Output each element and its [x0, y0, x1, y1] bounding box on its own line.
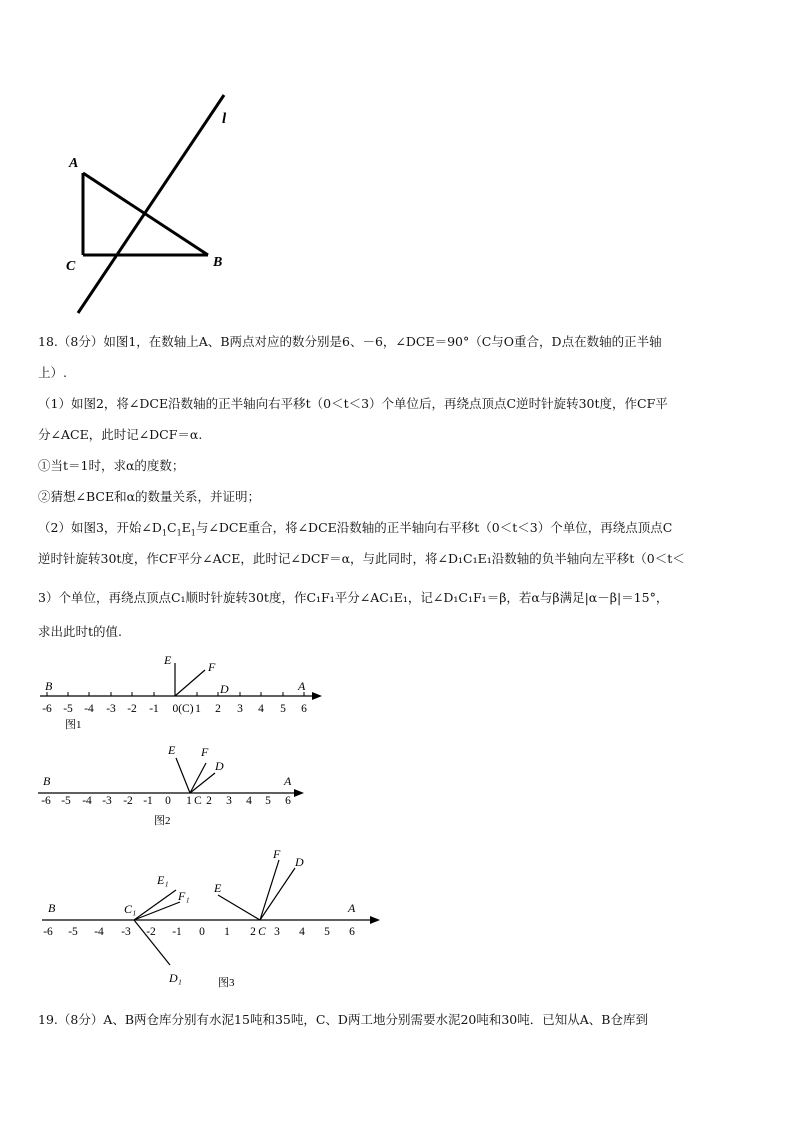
point-b-label: B	[213, 255, 223, 270]
tick-labels	[42, 703, 307, 715]
svg-text:1: 1	[224, 926, 230, 938]
axis-arrow	[312, 692, 322, 700]
point-d1-label: D₁	[169, 971, 182, 985]
svg-text:-2: -2	[146, 926, 156, 938]
svg-text:5: 5	[265, 795, 271, 807]
svg-text:3: 3	[274, 926, 280, 938]
q18-part1: （1）如图2，将∠DCE沿数轴的正半轴向右平移t（0＜t＜3）个单位后，再绕点顶点C逆时针旋转30t度，作CF平	[38, 396, 668, 411]
point-e-label: E	[168, 743, 176, 757]
q18-part2-line2: 逆时针旋转30t度，作CF平分∠ACE，此时记∠DCF＝α，与此同时，将∠D₁C₁E₁沿数轴的负半轴向左平移t（0＜t＜	[38, 551, 685, 566]
svg-text:-2: -2	[127, 703, 137, 715]
svg-text:-3: -3	[106, 703, 116, 715]
point-c1-label: C₁	[124, 902, 137, 916]
point-a-label: A	[298, 679, 306, 693]
svg-text:-1: -1	[172, 926, 182, 938]
svg-text:5: 5	[324, 926, 330, 938]
svg-text:0(C): 0(C)	[172, 703, 194, 715]
svg-text:3: 3	[237, 703, 243, 715]
point-f-label: F	[273, 847, 281, 861]
axis-arrow	[294, 789, 304, 797]
q18-sub1: ①当t＝1时，求α的度数；	[38, 458, 185, 473]
svg-text:-6: -6	[42, 703, 52, 715]
q18-part1-cont: 分∠ACE，此时记∠DCF＝α.	[38, 427, 203, 442]
svg-text:-2: -2	[123, 795, 133, 807]
q18-header: 18.（8分）如图1，在数轴上A、B两点对应的数分别是6、－6，∠DCE＝90°（C与O重合，D点在数轴的正半轴	[38, 334, 662, 349]
svg-text:2: 2	[206, 795, 212, 807]
ray-ce	[176, 758, 190, 793]
svg-text:-3: -3	[102, 795, 112, 807]
line-l	[78, 95, 224, 313]
ray-cd	[190, 773, 215, 793]
ray-c1f1	[134, 902, 180, 920]
svg-text:0: 0	[165, 795, 171, 807]
svg-text:-4: -4	[82, 795, 92, 807]
axis-arrow	[370, 916, 380, 924]
svg-text:-4: -4	[94, 926, 104, 938]
ray-cf	[260, 860, 279, 920]
svg-text:4: 4	[299, 926, 305, 938]
svg-text:1: 1	[186, 795, 192, 807]
point-c-label: C	[66, 259, 76, 274]
ray-c1e1	[134, 890, 176, 920]
number-line-figure-2	[0, 738, 340, 830]
q18-part2-line4: 求出此时t的值.	[38, 624, 122, 639]
figure-caption: 图3	[218, 977, 235, 989]
point-b-label: B	[43, 774, 51, 788]
svg-text:4: 4	[258, 703, 264, 715]
point-b-label: B	[48, 901, 56, 915]
point-f-label: F	[201, 745, 209, 759]
point-a-label: A	[348, 901, 356, 915]
svg-text:2: 2	[250, 926, 256, 938]
point-f-label: F	[208, 660, 216, 674]
svg-text:3: 3	[226, 795, 232, 807]
svg-text:C: C	[258, 926, 266, 938]
svg-text:-5: -5	[61, 795, 71, 807]
ray-cd	[260, 868, 295, 920]
ray-cf	[190, 763, 206, 793]
svg-text:5: 5	[280, 703, 286, 715]
svg-text:-5: -5	[68, 926, 78, 938]
q18-sub2: ②猜想∠BCE和α的数量关系，并证明；	[38, 489, 261, 504]
tick-labels	[43, 926, 355, 938]
svg-text:-5: -5	[63, 703, 73, 715]
svg-text:-4: -4	[84, 703, 94, 715]
figure-caption: 图1	[65, 719, 82, 731]
point-e-label: E	[214, 881, 222, 895]
svg-text:6: 6	[349, 926, 355, 938]
q18-part2-line3: 3）个单位，再绕点顶点C₁顺时针旋转30t度，作C₁F₁平分∠AC₁E₁，记∠D₁C₁F₁＝β，若α与β满足|α－β|＝15°，	[38, 590, 669, 605]
point-d-label: D	[220, 682, 229, 696]
svg-text:0: 0	[199, 926, 205, 938]
triangle-figure	[0, 0, 794, 330]
svg-text:1: 1	[195, 703, 201, 715]
q18-header-cont: 上）.	[38, 365, 67, 380]
svg-text:4: 4	[246, 795, 252, 807]
svg-text:-1: -1	[149, 703, 159, 715]
ray-cf	[175, 670, 205, 696]
point-b-label: B	[45, 679, 53, 693]
line-l-label: l	[222, 111, 227, 127]
svg-text:-1: -1	[143, 795, 153, 807]
tick-labels	[41, 795, 291, 807]
number-line-figure-1	[0, 648, 340, 738]
number-line-figure-3	[0, 840, 394, 990]
point-d-label: D	[215, 759, 224, 773]
figure-caption: 图2	[154, 815, 171, 827]
q18-part2-line1: （2）如图3，开始$\angle D_1C_1E_1$与∠DCE重合，将∠DCE沿数轴的正半轴向右平移t（0＜t＜3）个单位，再绕点顶点C	[38, 520, 673, 538]
svg-text:C: C	[194, 795, 202, 807]
point-a-label: A	[284, 774, 292, 788]
svg-text:-6: -6	[43, 926, 53, 938]
point-a-label: A	[69, 156, 79, 171]
point-d-label: D	[295, 855, 304, 869]
svg-text:6: 6	[285, 795, 291, 807]
svg-text:-3: -3	[121, 926, 131, 938]
point-e1-label: E₁	[157, 873, 169, 887]
point-e-label: E	[164, 653, 172, 667]
svg-text:6: 6	[301, 703, 307, 715]
svg-text:-6: -6	[41, 795, 51, 807]
point-f1-label: F₁	[178, 889, 190, 903]
q19-text: 19.（8分）A、B两仓库分别有水泥15吨和35吨，C、D两工地分别需要水泥20吨和30吨．已知从A、B仓库到	[38, 1012, 648, 1027]
svg-text:2: 2	[215, 703, 221, 715]
ray-ce	[218, 895, 260, 920]
